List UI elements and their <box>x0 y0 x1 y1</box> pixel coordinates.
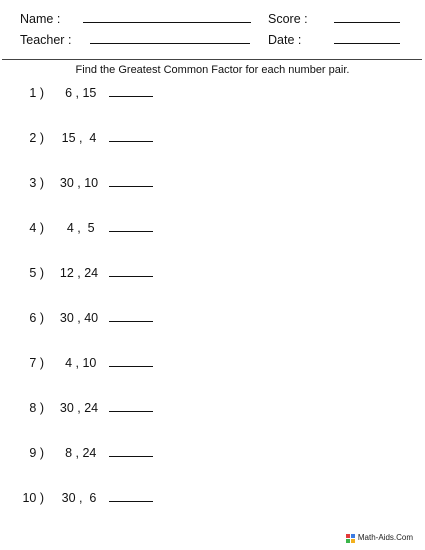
score-field-line[interactable] <box>334 22 400 23</box>
number-pair: 30 , 40 <box>59 311 99 325</box>
problem-1 <box>0 86 200 102</box>
name-label: Name : <box>20 12 61 26</box>
answer-line[interactable] <box>109 456 153 457</box>
name-field-line[interactable] <box>83 22 251 23</box>
math-aids-logo[interactable] <box>346 532 413 544</box>
problem-6 <box>0 311 200 327</box>
grid-logo-icon <box>346 534 355 543</box>
answer-line[interactable] <box>109 231 153 232</box>
answer-line[interactable] <box>109 321 153 322</box>
answer-line[interactable] <box>109 186 153 187</box>
logo-square <box>351 534 355 538</box>
problem-number: 9 ) <box>29 446 44 460</box>
number-pair: 6 , 15 <box>61 86 97 100</box>
number-pair: 4 , 10 <box>61 356 97 370</box>
site-name: Math-Aids.Com <box>357 533 413 542</box>
problem-number: 3 ) <box>29 176 44 190</box>
problem-3 <box>0 176 200 192</box>
problem-number: 8 ) <box>29 401 44 415</box>
number-pair: 12 , 24 <box>59 266 99 280</box>
number-pair: 15 , 4 <box>61 131 97 145</box>
problem-number: 5 ) <box>29 266 44 280</box>
number-pair: 8 , 24 <box>61 446 97 460</box>
number-pair: 30 , 24 <box>59 401 99 415</box>
problem-number: 4 ) <box>29 221 44 235</box>
date-label: Date : <box>268 33 302 47</box>
problem-7 <box>0 356 200 372</box>
problem-8 <box>0 401 200 417</box>
logo-square <box>346 534 350 538</box>
answer-line[interactable] <box>109 501 153 502</box>
problem-2 <box>0 131 200 147</box>
problem-number: 10 ) <box>22 491 44 505</box>
answer-line[interactable] <box>109 96 153 97</box>
logo-square <box>346 539 350 543</box>
problem-number: 1 ) <box>29 86 44 100</box>
problem-4 <box>0 221 200 237</box>
answer-line[interactable] <box>109 141 153 142</box>
number-pair: 30 , 6 <box>61 491 97 505</box>
score-label: Score : <box>268 12 308 26</box>
header-divider <box>2 59 422 60</box>
instructions: Find the Greatest Common Factor for each number pair. <box>75 64 350 76</box>
answer-line[interactable] <box>109 366 153 367</box>
logo-square <box>351 539 355 543</box>
teacher-field-line[interactable] <box>90 43 250 44</box>
number-pair: 4 , 5 <box>63 221 95 235</box>
teacher-label: Teacher : <box>20 33 72 47</box>
number-pair: 30 , 10 <box>59 176 99 190</box>
problem-number: 7 ) <box>29 356 44 370</box>
answer-line[interactable] <box>109 276 153 277</box>
date-field-line[interactable] <box>334 43 400 44</box>
problem-9 <box>0 446 200 462</box>
problem-number: 6 ) <box>29 311 44 325</box>
problem-10 <box>0 491 200 507</box>
problem-5 <box>0 266 200 282</box>
answer-line[interactable] <box>109 411 153 412</box>
problem-number: 2 ) <box>29 131 44 145</box>
